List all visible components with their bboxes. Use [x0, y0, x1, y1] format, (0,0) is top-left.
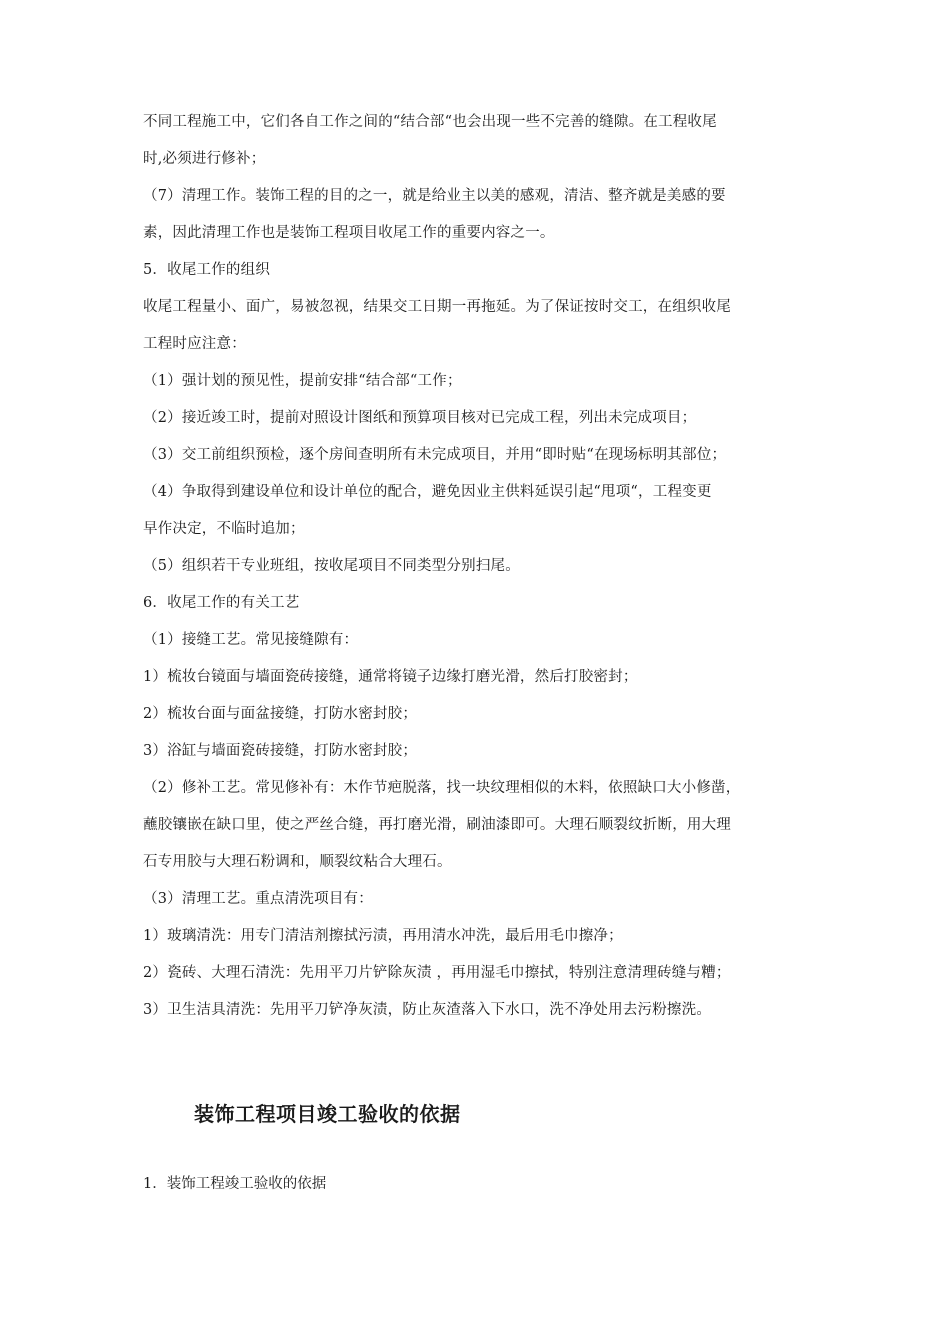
list-item: （2）接近竣工时，提前对照设计图纸和预算项目核对已完成工程，列出未完成项目；	[143, 410, 697, 426]
body-line: （7）清理工作。装饰工程的目的之一，就是给业主以美的感观，清洁、整齐就是美感的要	[143, 188, 726, 204]
body-line: 时,必须进行修补；	[143, 151, 266, 167]
list-item: 2）梳妆台面与面盆接缝，打防水密封胶；	[143, 706, 418, 722]
subsection-title: 1．装饰工程竣工验收的依据	[143, 1176, 327, 1192]
list-item: （3）交工前组织预检，逐个房间查明所有未完成项目，并用“即时贴“在现场标明其部位；	[143, 447, 727, 463]
list-item: （5）组织若干专业班组，按收尾项目不同类型分别扫尾。	[143, 558, 520, 574]
body-text	[143, 104, 823, 1029]
body-line: 蘸胶镶嵌在缺口里，使之严丝合缝，再打磨光滑，刷油漆即可。大理石顺裂纹折断，用大理	[143, 817, 731, 833]
list-item: 2）瓷砖、大理石清洗：先用平刀片铲除灰渍 ，再用湿毛巾擦拭，特别注意清理砖缝与糟；	[143, 965, 731, 981]
list-item: 3）浴缸与墙面瓷砖接缝，打防水密封胶；	[143, 743, 418, 759]
section-heading: 装饰工程项目竣工验收的依据	[194, 1102, 461, 1126]
body-line: 石专用胶与大理石粉调和，顺裂纹粘合大理石。	[143, 854, 452, 870]
list-item: （3）清理工艺。重点清洗项目有：	[143, 891, 373, 907]
list-item: （2）修补工艺。常见修补有：木作节疤脱落，找一块纹理相似的木料，依照缺口大小修凿，	[143, 780, 741, 796]
list-item: 1）梳妆台镜面与墙面瓷砖接缝，通常将镜子边缘打磨光滑，然后打胶密封；	[143, 669, 638, 685]
body-line: 素，因此清理工作也是装饰工程项目收尾工作的重要内容之一。	[143, 225, 555, 241]
body-line: 收尾工程量小、面广，易被忽视，结果交工日期一再拖延。为了保证按时交工，在组织收尾	[143, 299, 731, 315]
list-item: （1）强计划的预见性，提前安排“结合部“工作；	[143, 373, 462, 389]
list-item: 3）卫生洁具清洗：先用平刀铲净灰渍，防止灰渣落入下水口，洗不净处用去污粉擦洗。	[143, 1002, 712, 1018]
list-item: （1）接缝工艺。常见接缝隙有：	[143, 632, 359, 648]
list-item: （4）争取得到建设单位和设计单位的配合，避免因业主供料延误引起“甩项“，工程变更	[143, 484, 712, 500]
list-item: 1）玻璃清洗：用专门清洁剂擦拭污渍，再用清水冲洗，最后用毛巾擦净；	[143, 928, 623, 944]
body-line: 早作决定，不临时追加；	[143, 521, 305, 537]
section-title-5: 5．收尾工作的组织	[143, 262, 271, 278]
section-title-6: 6．收尾工作的有关工艺	[143, 595, 300, 611]
body-line: 工程时应注意：	[143, 336, 246, 352]
body-line: 不同工程施工中，它们各自工作之间的“结合部“也会出现一些不完善的缝隙。在工程收尾	[143, 114, 717, 130]
